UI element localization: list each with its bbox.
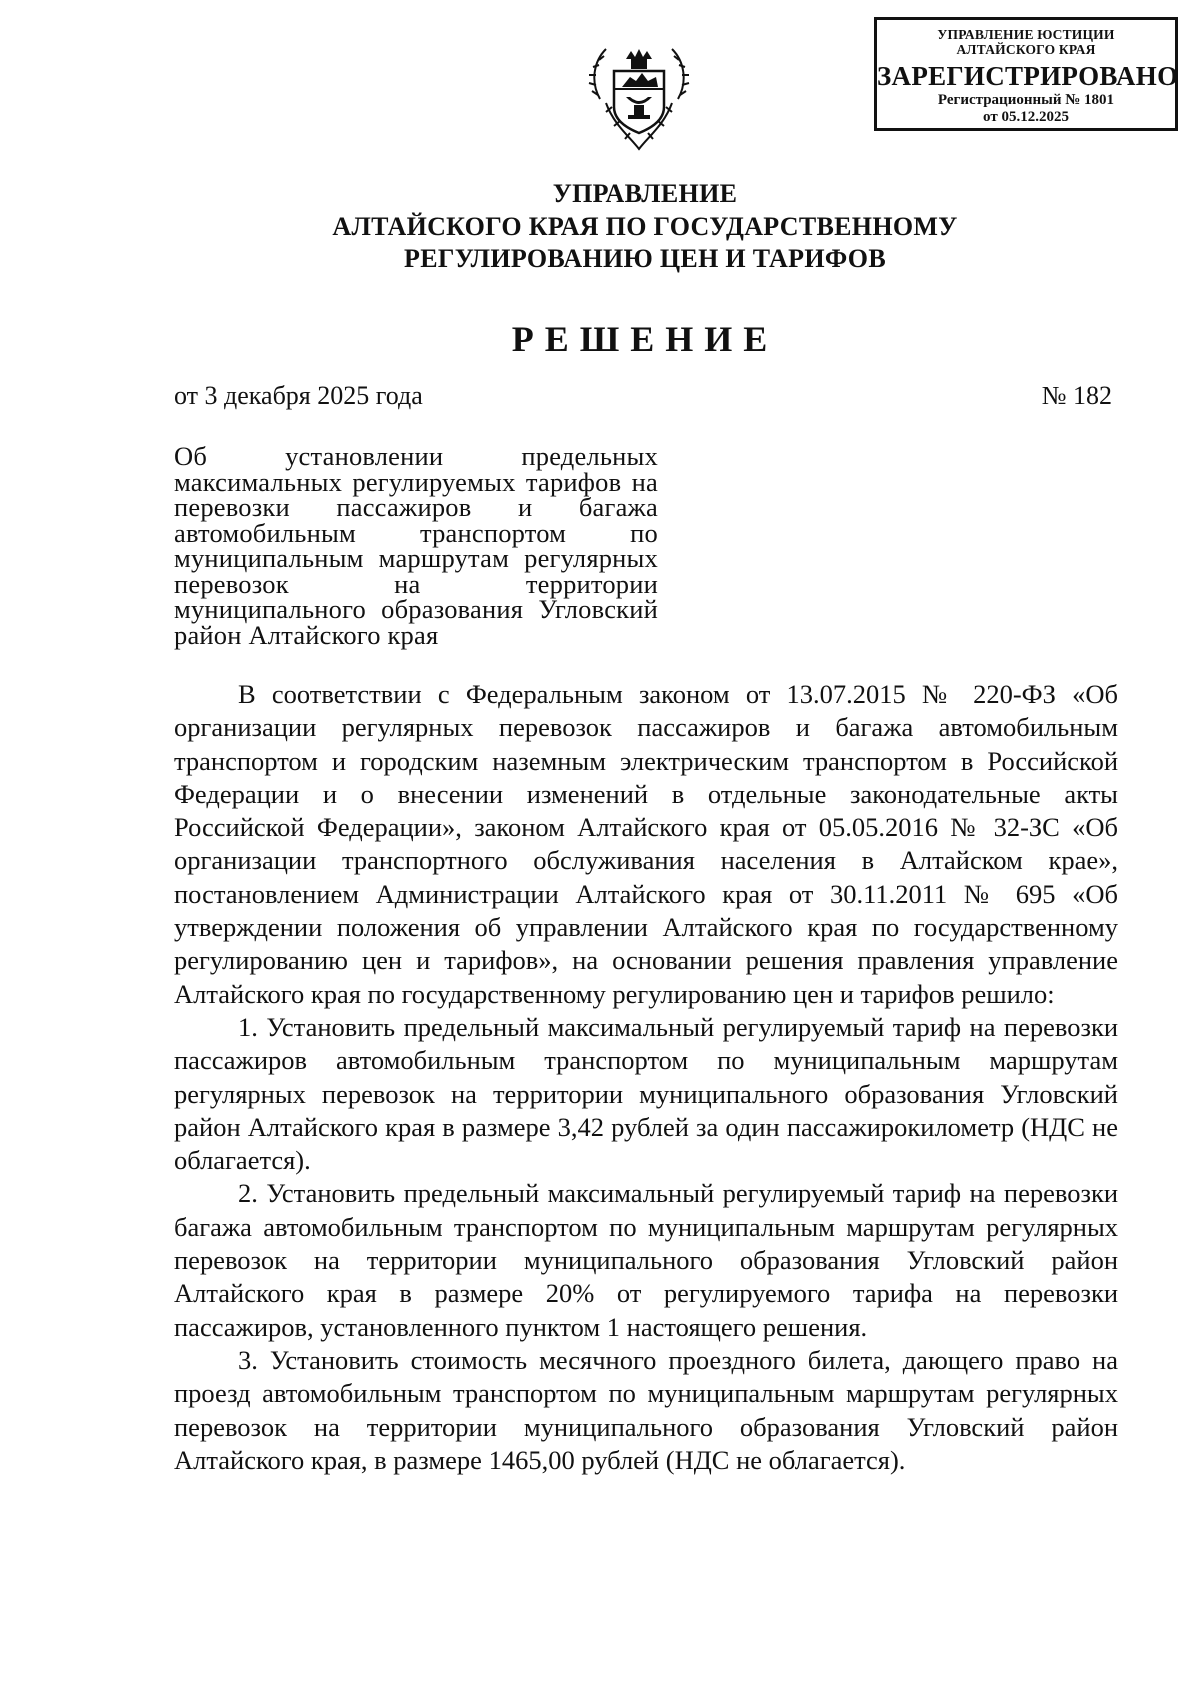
- stamp-agency: [877, 27, 1175, 57]
- document-type-title: РЕШЕНИЕ: [511, 319, 779, 359]
- decision-item-1: 1. Установить предельный максимальный регулируемый тариф на перевозки пассажиров автомобильным транспортом по муниципальным маршрутам регулярных перевозок на территории муниципального образования Угловский район Алтайского края в размере 3,42 рублей за один пассажирокилометр (НДС не облагается).: [174, 1011, 1118, 1176]
- document-number: № 182: [1041, 381, 1112, 410]
- stamp-reg-number: Регистрационный № 1801: [937, 92, 1115, 108]
- issuing-authority: [0, 178, 1200, 276]
- stamp-status: ЗАРЕГИСТРИРОВАНО: [877, 61, 1179, 91]
- stamp-agency-line1: УПРАВЛЕНИЕ ЮСТИЦИИ: [937, 27, 1115, 42]
- decision-item-3: 3. Установить стоимость месячного проездного билета, дающего право на проезд автомобильным транспортом по муниципальным маршрутам регулярных перевозок на территории муниципального образования Угловский район Алтайского края, в размере 1465,00 рублей (НДС не облагается).: [174, 1344, 1118, 1475]
- document-subject: Об установлении предельных максимальных регулируемых тарифов на перевозки пассажиров и багажа автомобильным транспортом по муниципальным маршрутам регулярных перевозок на территории муниципального образования Угловский район Алтайского края: [174, 441, 658, 650]
- authority-line1: УПРАВЛЕНИЕ: [552, 179, 738, 208]
- preamble-paragraph: В соответствии с Федеральным законом от 13.07.2015 № 220-ФЗ «Об организации регулярных перевозок пассажиров и багажа автомобильным транспортом и городским наземным электрическим транспортом в Российской Федерации и о внесении изменений в отдельные законодательные акты Российской Федерации», законом Алтайского края от 05.05.2016 № 32-ЗС «Об организации транспортного обслуживания населения в Алтайском крае», постановлением Администрации Алтайского края от 30.11.2011 № 695 «Об утверждении положения об управлении Алтайского края по государственному регулированию цен и тарифов», на основании решения правления управление Алтайского края по государственному регулированию цен и тарифов решило:: [174, 679, 1118, 1009]
- stamp-reg-date: от 05.12.2025: [983, 109, 1069, 125]
- registration-stamp: [874, 17, 1178, 131]
- authority-line3: РЕГУЛИРОВАНИЮ ЦЕН И ТАРИФОВ: [404, 244, 886, 273]
- document-date: от 3 декабря 2025 года: [174, 381, 423, 410]
- stamp-agency-line2: АЛТАЙСКОГО КРАЯ: [956, 42, 1096, 57]
- authority-line2: АЛТАЙСКОГО КРАЯ ПО ГОСУДАРСТВЕННОМУ: [332, 211, 958, 241]
- altai-krai-coat-of-arms-icon: [586, 37, 692, 157]
- decision-item-2: 2. Установить предельный максимальный регулируемый тариф на перевозки багажа автомобильным транспортом по муниципальным маршрутам регулярных перевозок на территории муниципального образования Угловский район Алтайского края в размере 20% от регулируемого тарифа на перевозки пассажиров, установленного пунктом 1 настоящего решения.: [174, 1178, 1118, 1342]
- document-body: [174, 678, 1118, 1477]
